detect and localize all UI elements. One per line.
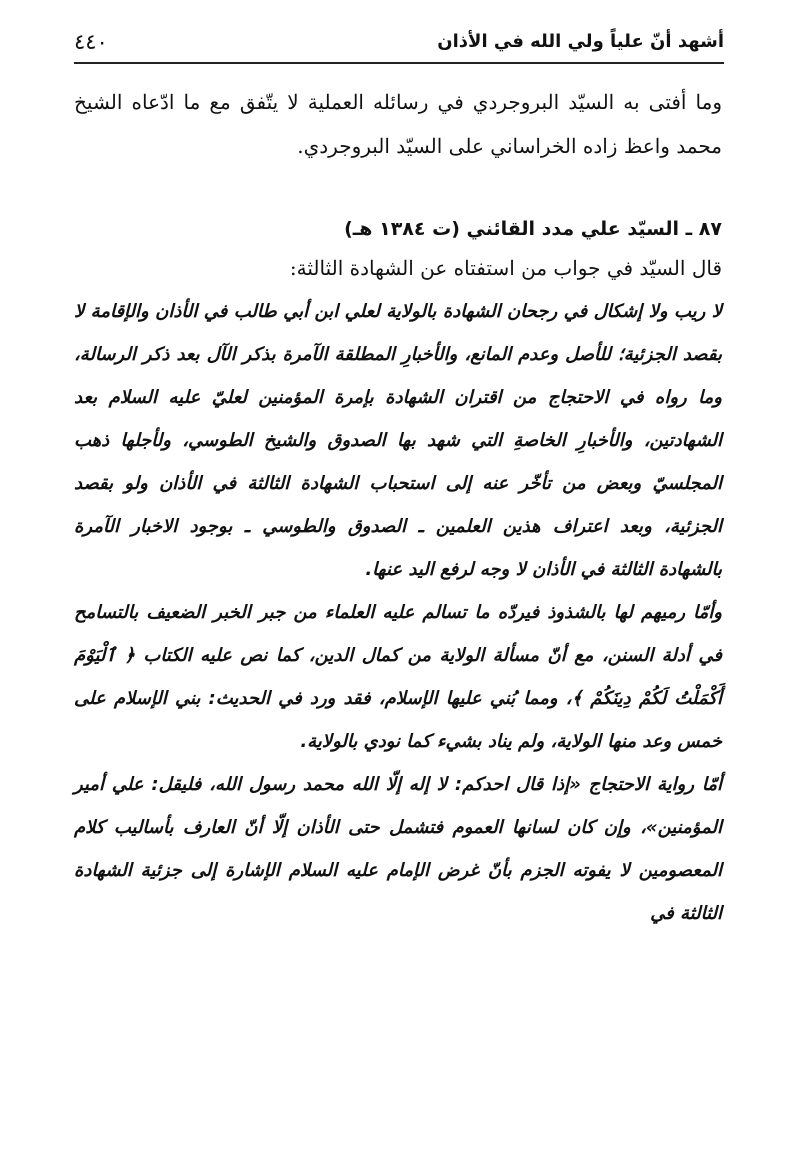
section-intro: قال السيّد في جواب من استفتاه عن الشهادة الثالثة: <box>289 256 722 280</box>
quote-paragraph: وأمّا رميهم لها بالشذوذ فيردّه ما تسالم عليه العلماء من جبر الخبر الضعيف بالتسامح في أدلة السنن، مع أنّ مسألة الولاية من كمال الدين، كما نص عليه الكتاب ﴿ ٱلْيَوْمَ أَكْمَلْتُ لَكُمْ دِينَكُمْ ﴾، ومما بُني عليها الإسلام، فقد ورد في الحديث: بني الإسلام على خمس وعد منها الولاية، ولم يناد بشيء كما نودي بالولاية. <box>74 602 722 752</box>
intro-paragraph: وما أفتى به السيّد البروجردي في رسائله العملية لا يتّفق مع ما ادّعاه الشيخ محمد واعظ زاده الخراساني على السيّد البروجردي. <box>74 90 722 158</box>
page-number: ٤٤٠ <box>74 29 108 54</box>
page-body <box>74 80 722 935</box>
quote-paragraph: لا ريب ولا إشكال في رجحان الشهادة بالولاية لعلي ابن أبي طالب في الأذان والإقامة لا بقصد الجزئية؛ للأصل وعدم المانع، والأخبارِ المطلقة الآمرة بذكر الآل بعد ذكر الرسالة، وما رواه في الاحتجاج من اقتران الشهادة بإمرة المؤمنين لعليّ عليه السلام بعد الشهادتين، والأخبارِ الخاصةِ التي شهد بها الصدوق والشيخ الطوسي، ولأجلها ذهب المجلسيّ وبعض من تأخّر عنه إلى استحباب الشهادة الثالثة في الأذان ولو بقصد الجزئية، وبعد اعتراف هذين العلمين ـ الصدوق والطوسي ـ بوجود الاخبار الآمرة بالشهادة الثالثة في الأذان لا وجه لرفع اليد عنها. <box>74 301 722 580</box>
running-title: أشهد أنّ علياً ولي الله في الأذان <box>437 31 724 52</box>
quote-paragraph: أمّا رواية الاحتجاج «إذا قال احدكم: لا إله إلّا الله محمد رسول الله، فليقل: علي أمير المؤمنين»، وإن كان لسانها العموم فتشمل حتى الأذان إلّا أنّ العارف بأساليب كلام المعصومين لا يفوته الجزم بأنّ غرض الإمام عليه السلام الإشارة إلى جزئية الشهادة الثالثة في <box>74 774 722 924</box>
running-header <box>74 22 724 64</box>
section-heading: ٨٧ ـ السيّد علي مدد القائني (ت ١٣٨٤ هـ) <box>344 218 722 240</box>
